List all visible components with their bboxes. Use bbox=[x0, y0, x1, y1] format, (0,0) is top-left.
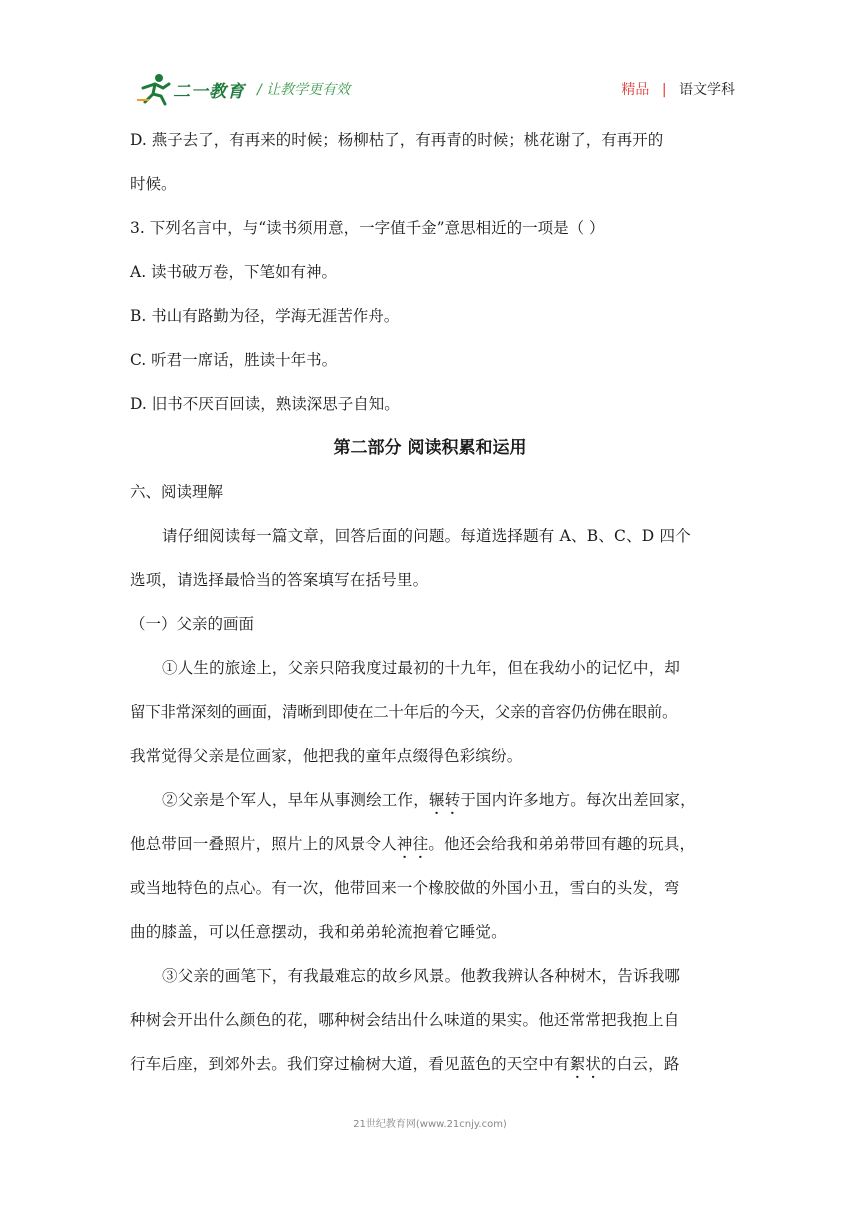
header-slogan: / 让教学更有效 bbox=[257, 82, 351, 98]
emphasized-char: 转 bbox=[444, 791, 461, 809]
quality-label: 精品 bbox=[621, 82, 650, 98]
question-3-option-d: D. 旧书不厌百回读，熟读深思子自知。 bbox=[130, 395, 400, 413]
paragraph-2-line-2 bbox=[130, 822, 730, 866]
document-body bbox=[130, 118, 730, 1086]
option-d-line-1: D. 燕子去了，有再来的时候；杨柳枯了，有再青的时候；桃花谢了，有再开的 bbox=[130, 131, 664, 149]
page-header bbox=[135, 72, 735, 112]
section-6-heading: 六、阅读理解 bbox=[130, 483, 224, 501]
option-d-line-2: 时候。 bbox=[130, 175, 177, 193]
paragraph-3-line-2: 种树会开出什么颜色的花，哪种树会结出什么味道的果实。他还常常把我抱上自 bbox=[130, 1011, 680, 1029]
text-segment: ②父亲是个军人，早年从事测绘工作， bbox=[162, 791, 429, 809]
paragraph-2-line-3: 或当地特色的点心。有一次，他带回来一个橡胶做的外国小丑，雪白的头发，弯 bbox=[130, 879, 680, 897]
question-3-option-a: A. 读书破万卷，下笔如有神。 bbox=[130, 263, 338, 281]
emphasized-char: 辗 bbox=[428, 791, 445, 809]
instruction-line-1: 请仔细阅读每一篇文章，回答后面的问题。每道选择题有 A、B、C、D 四个 bbox=[162, 527, 691, 545]
question-3-option-c: C. 听君一席话，胜读十年书。 bbox=[130, 351, 338, 369]
emphasized-char: 往 bbox=[412, 835, 429, 853]
part-2-title: 第二部分 阅读积累和运用 bbox=[333, 438, 527, 458]
runner-logo-icon bbox=[135, 72, 175, 106]
subject-label: 语文学科 bbox=[679, 82, 735, 98]
paragraph-3-line-3 bbox=[130, 1042, 730, 1086]
text-segment: 。他还会给我和弟弟带回有趣的玩具， bbox=[428, 835, 696, 853]
text-segment: 他总带回一叠照片，照片上的风景令人 bbox=[130, 835, 397, 853]
question-3: 3. 下列名言中，与“读书须用意，一字值千金”意思相近的一项是（ ） bbox=[130, 219, 605, 237]
page-footer: 21世纪教育网(www.21cnjy.com) bbox=[353, 1119, 507, 1130]
paragraph-1-line-3: 我常觉得父亲是位画家，他把我的童年点缀得色彩缤纷。 bbox=[130, 747, 523, 765]
paragraph-1-line-2: 留下非常深刻的画面，清晰到即使在二十年后的今天，父亲的音容仍仿佛在眼前。 bbox=[130, 703, 678, 721]
emphasized-char: 絮 bbox=[569, 1055, 586, 1073]
text-segment: 于国内许多地方。每次出差回家， bbox=[460, 791, 696, 809]
text-segment: 行车后座，到郊外去。我们穿过榆树大道，看见蓝色的天空中有 bbox=[130, 1055, 570, 1073]
passage-title: （一）父亲的画面 bbox=[130, 615, 255, 633]
paragraph-3-line-1: ③父亲的画笔下，有我最难忘的故乡风景。他教我辨认各种树木，告诉我哪 bbox=[162, 967, 681, 985]
instruction-line-2: 选项，请选择最恰当的答案填写在括号里。 bbox=[130, 571, 429, 589]
paragraph-2-line-1 bbox=[130, 778, 730, 822]
emphasized-char: 神 bbox=[396, 835, 413, 853]
logo-text: 二一教育 bbox=[173, 82, 245, 102]
header-separator: | bbox=[661, 82, 667, 98]
text-segment: 的白云，路 bbox=[601, 1055, 680, 1073]
emphasized-char: 状 bbox=[585, 1055, 602, 1073]
header-right bbox=[621, 79, 735, 99]
question-3-option-b: B. 书山有路勤为径，学海无涯苦作舟。 bbox=[130, 307, 400, 325]
logo bbox=[135, 72, 255, 106]
paragraph-1-line-1: ①人生的旅途上，父亲只陪我度过最初的十九年，但在我幼小的记忆中，却 bbox=[162, 659, 681, 677]
paragraph-2-line-4: 曲的膝盖，可以任意摆动，我和弟弟轮流抱着它睡觉。 bbox=[130, 923, 507, 941]
